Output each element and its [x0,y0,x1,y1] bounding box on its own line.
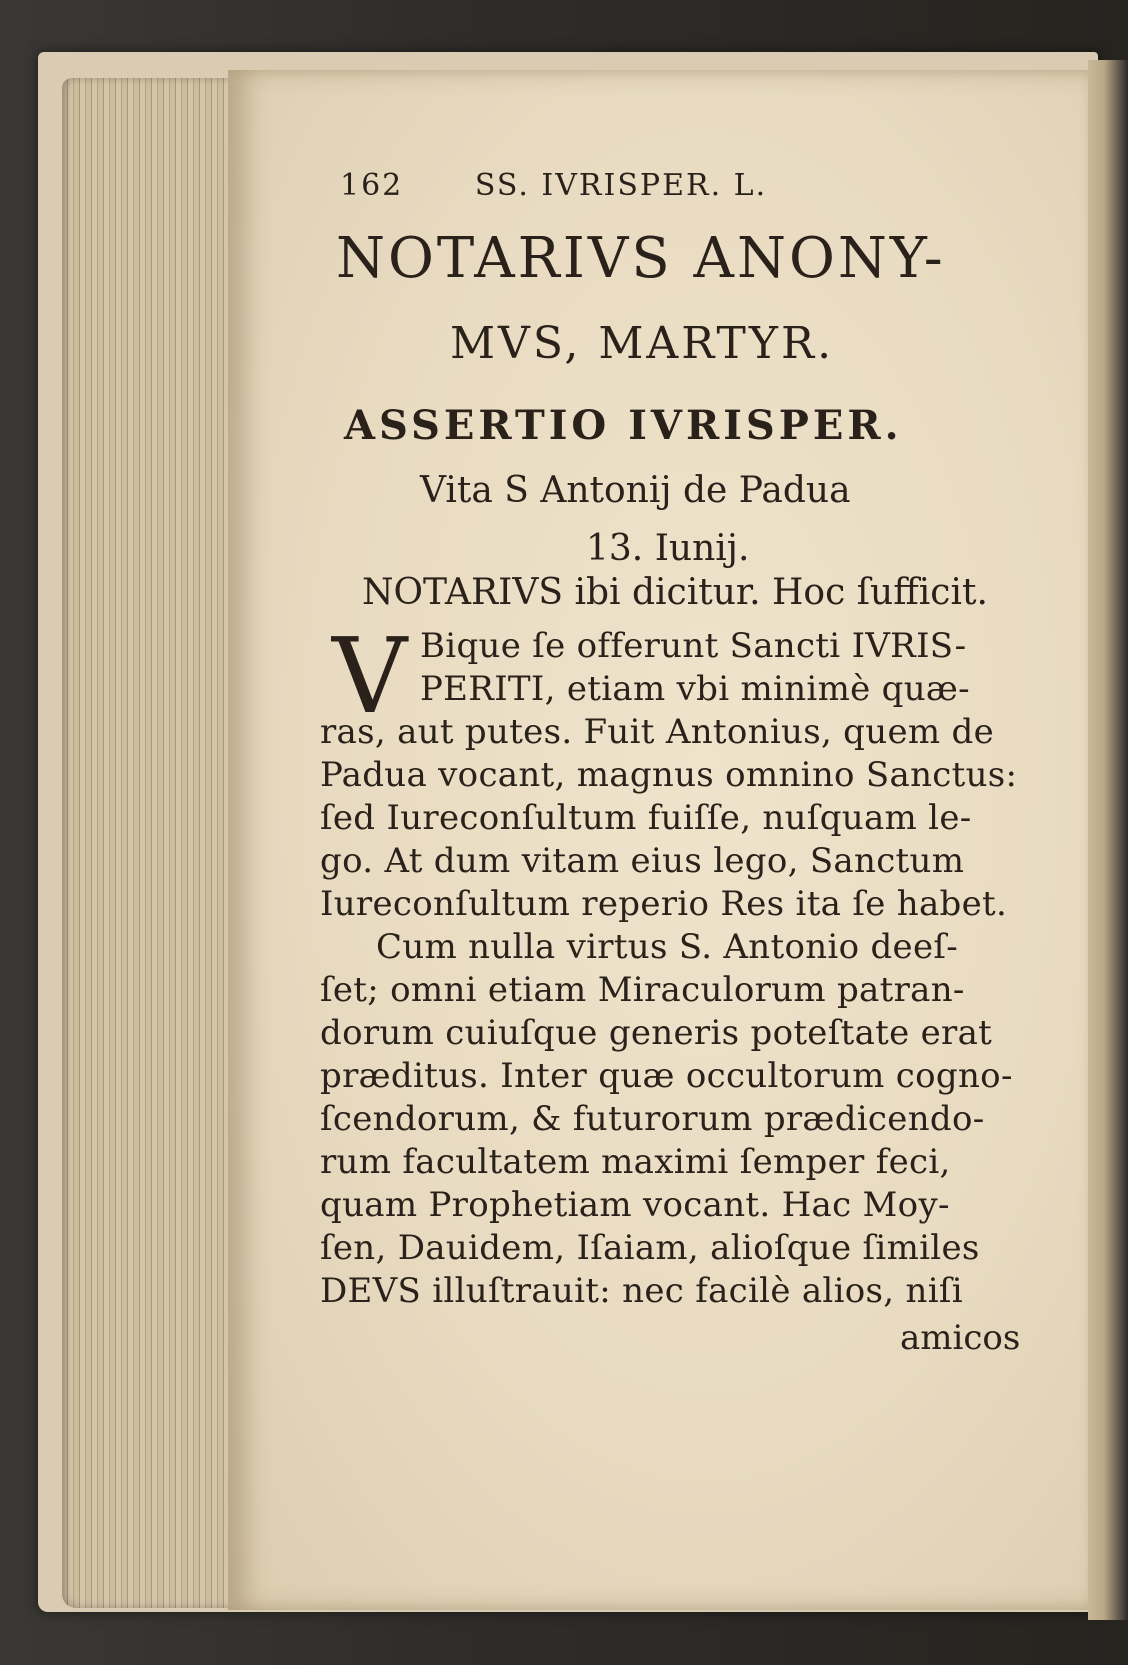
body-line: ſen, Dauidem, Iſaiam, alioſque ſimiles [320,1228,980,1268]
page-edges [62,78,240,1608]
body-line: dorum cuiuſque generis poteſtate erat [320,1013,993,1053]
book-page [228,70,1094,1610]
body-line: DEVS illuſtrauit: nec facilè alios, niſi [320,1271,963,1311]
reference-line-2: 13. Iunij. [586,528,750,569]
body-line: PERITI, etiam vbi minimè quæ- [420,669,970,709]
body-line: ras, aut putes. Fuit Antonius, quem de [320,712,995,752]
body-line: quam Prophetiam vocant. Hac Moy- [320,1185,950,1225]
reference-line-3: NOTARIVS ibi dicitur. Hoc ſufficit. [362,572,988,613]
running-head [340,168,767,203]
body-line: go. At dum vitam eius lego, Sanctum [320,841,965,881]
heading-line-1: NOTARIVS ANONY- [336,226,946,291]
catchword: amicos [900,1318,1021,1358]
running-head-title: SS. IVRISPER. L. [474,168,768,203]
body-line: Bique ſe offerunt Sancti IVRIS- [420,626,967,666]
body-line: rum facultatem maximi ſemper feci, [320,1142,951,1182]
heading-line-2: MVS, MARTYR. [450,318,835,369]
drop-cap: V [332,615,408,737]
body-line: Iureconſultum reperio Res ita ſe habet. [320,884,1008,924]
body-line: Padua vocant, magnus omnino Sanctus: [320,755,1018,795]
reference-line-1: Vita S Antonij de Padua [420,470,851,511]
heading-subtitle: ASSERTIO IVRISPER. [344,402,903,449]
body-line: ſet; omni etiam Miraculorum patran- [320,970,965,1010]
body-line: ſed Iureconſultum fuiſſe, nuſquam le- [320,798,972,838]
body-line: Cum nulla virtus S. Antonio deeſ- [376,927,959,967]
page-number: 162 [340,168,404,203]
facing-page-edge [1088,60,1128,1620]
body-line: præditus. Inter quæ occultorum cogno- [320,1056,1013,1096]
body-line: ſcendorum, & futurorum prædicendo- [320,1099,985,1139]
